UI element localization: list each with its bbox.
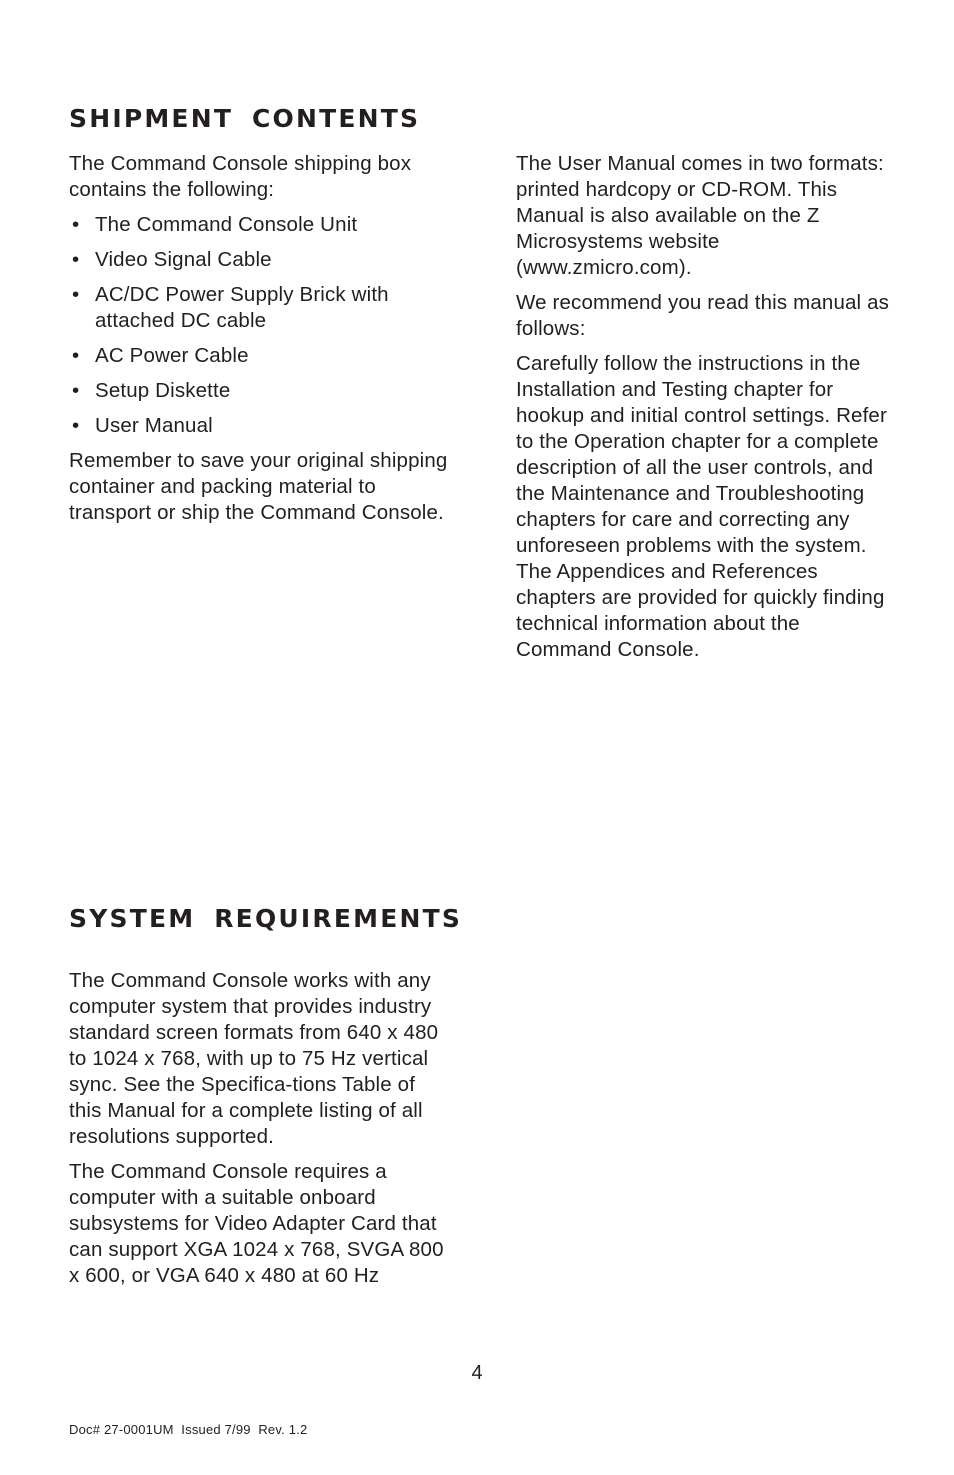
bullet-icon: • [72,248,80,271]
bullet-icon: • [72,213,80,236]
list-item-label: AC Power Cable [95,344,249,367]
list-item [69,343,454,369]
shipment-intro: The Command Console shipping box contains the following: [69,152,412,201]
list-item-label: AC/DC Power Supply Brick with attached DC cable [95,283,389,332]
shipment-contents-heading: SHIPMENT CONTENTS [69,104,421,133]
manual-instructions-paragraph: Carefully follow the instructions in the Installation and Testing chapter for hookup and initial control settings. Refer to the Operation chapter for a complete description of all the user controls, and the Maintenance and Troubleshooting chapters for care and correcting any unforeseen problems with the system. The Appendices and References chapters are provided for quickly finding technical information about the Command Console. [516,352,887,661]
list-item [69,413,454,439]
list-item [69,247,454,273]
system-requirements-column [69,968,444,1298]
manual-recommend-paragraph: We recommend you read this manual as follows: [516,291,890,340]
document-footer: Doc# 27-0001UM Issued 7/99 Rev. 1.2 [69,1422,308,1437]
requirements-paragraph-1: The Command Console works with any computer system that provides industry standard screen formats from 640 x 480 to 1024 x 768, with up to 75 Hz vertical sync. See the Specifica-tions Table of this Manual for a complete listing of all resolutions supported. [69,969,439,1148]
page-number: 4 [471,1362,483,1384]
list-item-label: User Manual [95,414,213,437]
shipment-contents-column [69,151,454,535]
list-item [69,282,454,334]
list-item-label: Setup Diskette [95,379,231,402]
bullet-icon: • [72,379,80,402]
shipment-items-list [69,212,454,439]
bullet-icon: • [72,344,80,367]
manual-formats-paragraph: The User Manual comes in two formats: printed hardcopy or CD-ROM. This Manual is also available on the Z Microsystems website (www.zmicro.com). [516,152,884,279]
requirements-paragraph-2: The Command Console requires a computer with a suitable onboard subsystems for Video Adapter Card that can support XGA 1024 x 768, SVGA 800 x 600, or VGA 640 x 480 at 60 Hz [69,1160,444,1287]
shipment-closing: Remember to save your original shipping container and packing material to transport or ship the Command Console. [69,449,448,524]
system-requirements-heading: SYSTEM REQUIREMENTS [69,904,463,933]
bullet-icon: • [72,414,80,437]
bullet-icon: • [72,283,80,306]
user-manual-column [516,151,891,672]
list-item [69,212,454,238]
list-item-label: Video Signal Cable [95,248,272,271]
list-item [69,378,454,404]
list-item-label: The Command Console Unit [95,213,358,236]
